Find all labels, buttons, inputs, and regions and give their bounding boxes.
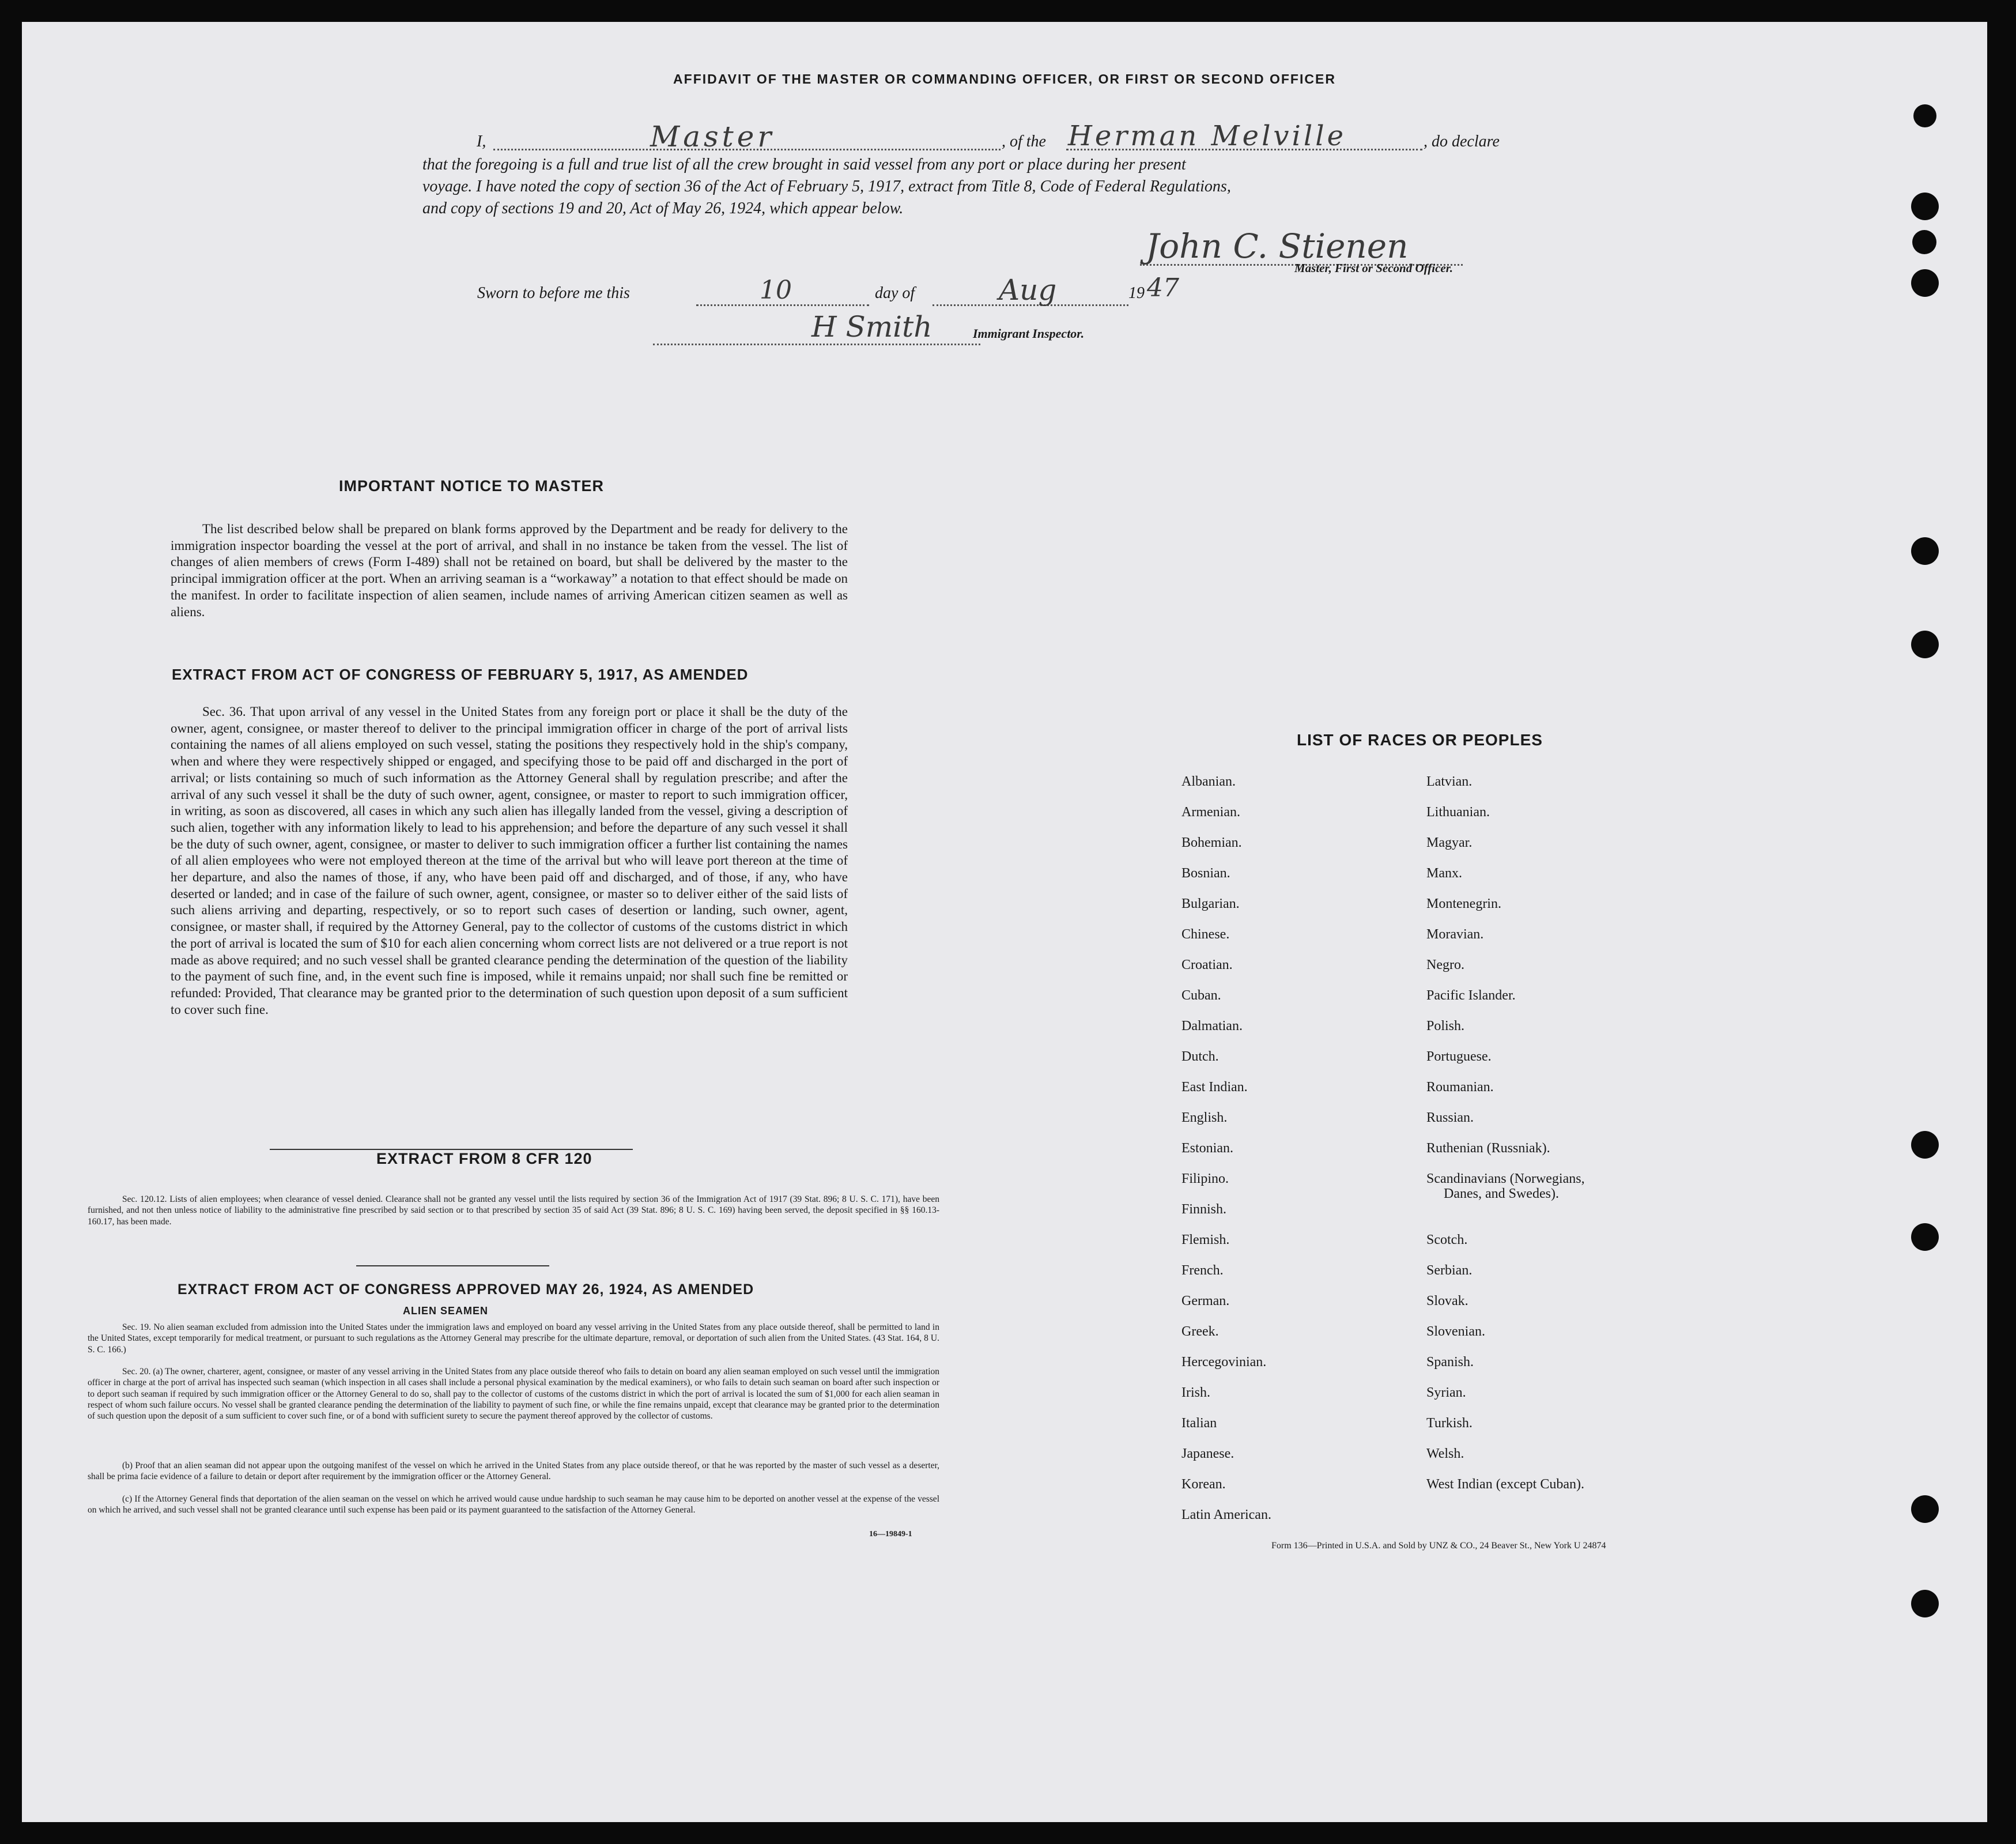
race-item: Flemish. xyxy=(1181,1232,1230,1247)
race-item: Portuguese. xyxy=(1426,1049,1492,1064)
races-heading: LIST OF RACES OR PEOPLES xyxy=(1297,731,1543,749)
punch-hole xyxy=(1912,230,1936,254)
cfr-heading: EXTRACT FROM 8 CFR 120 xyxy=(376,1150,592,1167)
race-item: Pacific Islander. xyxy=(1426,988,1516,1003)
race-item: Turkish. xyxy=(1426,1416,1473,1431)
month-handwritten: Aug xyxy=(999,273,1057,307)
race-item: Scotch. xyxy=(1426,1232,1468,1247)
race-item: Spanish. xyxy=(1426,1355,1474,1370)
race-item: Roumanian. xyxy=(1426,1080,1494,1095)
extract-1924-subheading: ALIEN SEAMEN xyxy=(402,1305,488,1317)
race-item: French. xyxy=(1181,1263,1224,1278)
race-item: English. xyxy=(1181,1110,1228,1125)
race-item: Syrian. xyxy=(1426,1385,1466,1400)
year-printed: 19 xyxy=(1128,284,1145,302)
sec20a-text: Sec. 20. (a) The owner, charterer, agent, consignee, or master of any vessel arriving in the United States from any place outside thereof who fails to detain on board any alien seaman employed on such vessel until the immigration officer in charge at the port of arrival has inspected such seaman (which inspection in all cases shall include a personal physical examination by the medical examiners), or who fails to detain such seaman on board after such inspection or to deport such seaman if required by such immigration officer or the Attorney General to do so, shall pay to the collector of customs of the customs district in which the port of arrival is located the sum of $1,000 for each alien seaman in respect of whom such failure occurs. No vessel shall be granted clearance pending the determination of the liability to payment of such fine, or while the fine remains unpaid, except that clearance may be granted prior to the determination of such question upon the deposit of a sum sufficient to cover such fine, or of a bond with sufficient surety to secure the payment thereof approved by the collector of customs. xyxy=(88,1367,940,1421)
year-handwritten: 47 xyxy=(1147,273,1179,303)
master-handwritten: Master xyxy=(650,120,775,153)
form-footer: Form 136—Printed in U.S.A. and Sold by UNZ & CO., 24 Beaver St., New York U 24874 xyxy=(1271,1541,1606,1551)
race-item: Manx. xyxy=(1426,866,1462,881)
race-item: Danes, and Swedes). xyxy=(1444,1186,1559,1201)
race-item: German. xyxy=(1181,1294,1230,1308)
race-item: Lithuanian. xyxy=(1426,805,1490,820)
race-item: Dutch. xyxy=(1181,1049,1219,1064)
sec20c-text: (c) If the Attorney General finds that deportation of the alien seaman on the vessel on which he arrived would cause undue hardship to such seaman he may cause him to be deported on another vessel at the expense of the vessel on which he arrived, and such vessel shall not be granted clearance until such expense has been paid or its payment guaranteed to the satisfaction of the Attorney General. xyxy=(88,1494,939,1515)
punch-hole xyxy=(1911,631,1939,658)
declaration-line-1: that the foregoing is a full and true list of all the crew brought in said vessel from any port or place during her present xyxy=(422,156,1186,174)
punch-hole xyxy=(1911,269,1939,297)
race-item: Scandinavians (Norwegians, xyxy=(1426,1171,1585,1186)
race-item: Bohemian. xyxy=(1181,835,1242,850)
race-item: West Indian (except Cuban). xyxy=(1426,1477,1584,1492)
cfr-text: Sec. 120.12. Lists of alien employees; when clearance of vessel denied. Clearance shall not be granted any vessel until the lists required by section 36 of the Immigration Act of 1917 (39 Stat. 896; 8 U. S. C. 171), have been furnished, and not then unless notice of liability to the administrative fine prescribed by said section or to that prescribed by section 35 of said Act (39 Stat. 896; 8 U. S. C. 169) having been served, the deposit specified in §§ 160.13-160.17, has been made. xyxy=(88,1194,939,1227)
sec20b-text: (b) Proof that an alien seaman did not appear upon the outgoing manifest of the vessel on which he arrived in the United States from any place outside thereof, or that he was reported by the master of such vessel as a deserter, shall be prima facie evidence of a failure to detain or deport after requirement by the immigration officer or the Attorney General. xyxy=(88,1461,939,1482)
day-of-label: day of xyxy=(875,284,915,302)
affidavit-i-label: I, xyxy=(477,133,486,150)
master-signature: John C. Stienen xyxy=(1146,227,1409,266)
race-item: Italian xyxy=(1181,1416,1217,1431)
race-item: Bosnian. xyxy=(1181,866,1230,881)
race-item: Dalmatian. xyxy=(1181,1019,1243,1034)
declaration-line-2: voyage. I have noted the copy of section 36 of the Act of February 5, 1917, extract from Title 8, Code of Federal Regulations, xyxy=(422,178,1231,195)
race-item: Welsh. xyxy=(1426,1446,1464,1461)
inspector-caption: Immigrant Inspector. xyxy=(973,326,1085,341)
race-item: Negro. xyxy=(1426,957,1464,972)
race-item: Ruthenian (Russniak). xyxy=(1426,1141,1550,1156)
race-item: Bulgarian. xyxy=(1181,896,1240,911)
extract-1924-heading: EXTRACT FROM ACT OF CONGRESS APPROVED MAY 26, 1924, AS AMENDED xyxy=(178,1281,754,1298)
race-item: Armenian. xyxy=(1181,805,1240,820)
race-item: Magyar. xyxy=(1426,835,1473,850)
races-left-column xyxy=(1181,774,1271,1538)
race-item: East Indian. xyxy=(1181,1080,1248,1095)
do-declare-label: , do declare xyxy=(1424,133,1500,150)
race-item: Korean. xyxy=(1181,1477,1226,1492)
extract-1924-rule xyxy=(356,1265,549,1266)
race-item: Russian. xyxy=(1426,1110,1474,1125)
day-handwritten: 10 xyxy=(760,276,792,305)
race-item: Latin American. xyxy=(1181,1507,1271,1522)
race-item: Croatian. xyxy=(1181,957,1233,972)
race-item: Latvian. xyxy=(1426,774,1473,789)
affidavit-heading: AFFIDAVIT OF THE MASTER OR COMMANDING OFFICER, OR FIRST OR SECOND OFFICER xyxy=(673,71,1336,86)
race-item: Filipino. xyxy=(1181,1171,1229,1186)
extract-1917-text: Sec. 36. That upon arrival of any vessel in the United States from any foreign port or place it shall be the duty of the owner, agent, consignee, or master thereof to deliver to the principal immigration officer in charge of the port of arrival lists containing the names of all aliens employed on such vessel, stating the positions they respectively hold in the ship's company, when and where they were respectively shipped or engaged, and specifying those to be paid off and discharged in the port of arrival; or lists containing so much of such information as the Attorney General shall by regulation prescribe; and after the arrival of any such vessel it shall be the duty of such owner, agent, consignee, or master to report to such immigration officer, in writing, as soon as discovered, all cases in which any such alien has illegally landed from the vessel, giving a description of such alien, together with any information likely to lead to his apprehension; and before the departure of any such vessel it shall be the duty of such owner, agent, consignee, or master to deliver to such immigration officer a further list containing the names of all alien employees who were not employed thereon at the time of the arrival but who will leave port thereon at the time of her departure, and also the names of those, if any, who have been paid off and discharged, and of those, if any, who have deserted or landed; and in case of the failure of such owner, agent, consignee, or master so to deliver either of the said lists of such aliens arriving and departing, respectively, or so to report such cases of desertion or landing, such owner, agent, consignee, or master shall, if required by the Attorney General, pay to the collector of customs of the customs district in which the port of arrival is located the sum of $10 for each alien concerning whom correct lists are not delivered or a true report is not made as above required; and no such vessel shall be granted clearance pending the determination of the question of the liability to the payment of such fine, and, in the event such fine is imposed, while it remains unpaid; nor shall such fine be remitted or refunded: Provided, That clearance may be granted prior to the determination of such question upon deposit of a sum sufficient to cover such fine. xyxy=(171,704,848,1017)
race-item: Finnish. xyxy=(1181,1202,1227,1217)
notice-heading: IMPORTANT NOTICE TO MASTER xyxy=(339,477,604,495)
race-item: Slovenian. xyxy=(1426,1324,1485,1339)
punch-hole xyxy=(1911,193,1939,220)
declaration-line-3: and copy of sections 19 and 20, Act of May 26, 1924, which appear below. xyxy=(422,199,904,217)
vessel-name-handwritten: Herman Melville xyxy=(1068,120,1346,152)
of-the-label: , of the xyxy=(1002,133,1046,150)
race-item: Serbian. xyxy=(1426,1263,1473,1278)
extract-1917-heading: EXTRACT FROM ACT OF CONGRESS OF FEBRUARY 5, 1917, AS AMENDED xyxy=(172,666,749,683)
print-code: 16—19849-1 xyxy=(869,1530,912,1538)
race-item: Greek. xyxy=(1181,1324,1219,1339)
races-right-column xyxy=(1426,774,1585,1507)
race-item: Slovak. xyxy=(1426,1294,1468,1308)
race-item: Irish. xyxy=(1181,1385,1210,1400)
punch-hole xyxy=(1911,1590,1939,1617)
race-item: Hercegovinian. xyxy=(1181,1355,1267,1370)
form-sheet xyxy=(22,22,1987,1822)
race-item: Albanian. xyxy=(1181,774,1236,789)
race-item: Montenegrin. xyxy=(1426,896,1501,911)
sworn-label: Sworn to before me this xyxy=(477,284,630,302)
race-item: Chinese. xyxy=(1181,927,1230,942)
notice-text: The list described below shall be prepared on blank forms approved by the Department and be ready for delivery to the immigration inspector boarding the vessel at the port of arrival, and shall in no instance be taken from the vessel. The list of changes of alien members of crews (Form I-489) shall not be retained on board, but shall be delivered by the master to the principal immigration officer at the port. When an arriving seaman is a “workaway” a notation to that effect should be made on the manifest. In order to facilitate inspection of alien seamen, include names of arriving American citizen seamen as well as aliens. xyxy=(171,522,848,619)
race-item: Japanese. xyxy=(1181,1446,1234,1461)
punch-hole xyxy=(1911,1223,1939,1251)
inspector-signature: H Smith xyxy=(811,310,933,344)
race-item: Cuban. xyxy=(1181,988,1221,1003)
punch-hole xyxy=(1913,104,1936,127)
punch-hole xyxy=(1911,537,1939,565)
race-item: Estonian. xyxy=(1181,1141,1233,1156)
punch-hole xyxy=(1911,1495,1939,1523)
signature-caption: Master, First or Second Officer. xyxy=(1294,261,1453,275)
punch-hole xyxy=(1911,1131,1939,1159)
sec19-text: Sec. 19. No alien seaman excluded from admission into the United States under the immigration laws and employed on board any vessel arriving in the United States from any place outside thereof, shall be permitted to land in the United States, except temporarily for medical treatment, or pursuant to such regulations as the Attorney General may prescribe for the ultimate departure, removal, or deportation of such alien from the United States. (43 Stat. 164, 8 U. S. C. 166.) xyxy=(88,1322,939,1355)
race-item: Moravian. xyxy=(1426,927,1484,942)
race-item: Polish. xyxy=(1426,1019,1465,1034)
